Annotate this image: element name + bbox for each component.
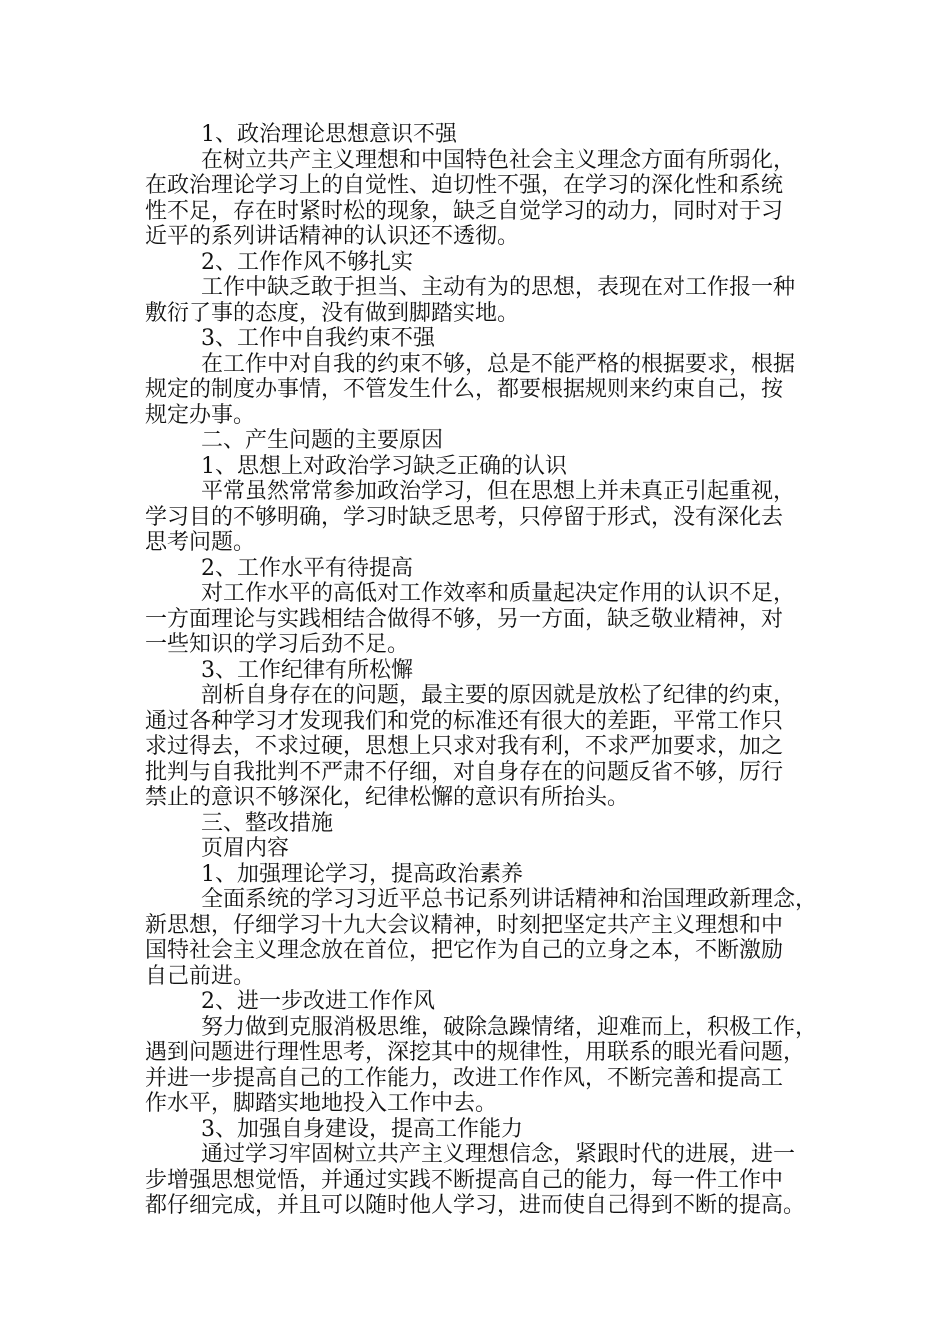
section-heading: 3、工作纪律有所松懈 [201, 657, 413, 683]
header-placeholder: 页眉内容 [201, 836, 290, 861]
paragraph-line: 步增强思想觉悟，并通过实践不断提高自己的能力，每一件工作中 [145, 1167, 784, 1193]
paragraph-line: 剖析自身存在的问题，最主要的原因就是放松了纪律的约束， [201, 683, 796, 708]
paragraph-line: 努力做到克服消极思维，破除急躁情绪，迎难而上，积极工作， [201, 1014, 818, 1040]
section-heading: 1、政治理论思想意识不强 [201, 122, 457, 147]
document-body [145, 122, 818, 1219]
paragraph-line: 禁止的意识不够深化，纪律松懈的意识有所抬头。 [145, 785, 630, 810]
paragraph-line: 性不足，存在时紧时松的现象，缺乏自觉学习的动力，同时对于习 [145, 198, 784, 224]
paragraph-line: 对工作水平的高低对工作效率和质量起决定作用的认识不足， [201, 581, 796, 606]
section-heading: 2、工作作风不够扎实 [201, 249, 413, 275]
paragraph-line: 规定办事。 [145, 402, 256, 428]
paragraph-line: 一方面理论与实践相结合做得不够，另一方面，缺乏敬业精神，对 [145, 606, 784, 632]
paragraph-line: 学习目的不够明确，学习时缺乏思考，只停留于形式，没有深化去 [145, 504, 784, 530]
paragraph-line: 规定的制度办事情，不管发生什么，都要根据规则来约束自己，按 [145, 377, 784, 402]
paragraph-line: 批判与自我批判不严肃不仔细，对自身存在的问题反省不够，厉行 [145, 759, 784, 785]
paragraph-line: 作水平，脚踏实地地投入工作中去。 [145, 1091, 498, 1116]
paragraph-line: 平常虽然常常参加政治学习，但在思想上并未真正引起重视， [201, 479, 796, 504]
section-heading: 2、工作水平有待提高 [201, 555, 413, 581]
paragraph-line: 敷衍了事的态度，没有做到脚踏实地。 [145, 300, 520, 326]
paragraph-line: 一些知识的学习后劲不足。 [145, 632, 410, 657]
chapter-heading: 二、产生问题的主要原因 [201, 428, 444, 453]
paragraph-line: 遇到问题进行理性思考，深挖其中的规律性，用联系的眼光看问题， [145, 1040, 806, 1065]
paragraph-line: 思考问题。 [145, 530, 256, 555]
section-heading: 2、进一步改进工作作风 [201, 989, 435, 1014]
paragraph-line: 自己前进。 [145, 963, 256, 989]
paragraph-line: 新思想，仔细学习十九大会议精神，时刻把坚定共产主义理想和中 [145, 912, 784, 938]
section-heading: 1、加强理论学习，提高政治素养 [201, 861, 523, 887]
paragraph-line: 在工作中对自我的约束不够，总是不能严格的根据要求，根据 [201, 351, 796, 377]
paragraph-line: 求过得去，不求过硬，思想上只求对我有利，不求严加要求，加之 [145, 734, 784, 759]
paragraph-line: 国特社会主义理念放在首位，把它作为自己的立身之本，不断激励 [145, 938, 784, 963]
paragraph-line: 在政治理论学习上的自觉性、迫切性不强，在学习的深化性和系统 [145, 173, 784, 198]
section-heading: 3、加强自身建设，提高工作能力 [201, 1116, 523, 1142]
section-heading: 3、工作中自我约束不强 [201, 326, 435, 351]
paragraph-line: 通过学习牢固树立共产主义理想信念，紧跟时代的进展，进一 [201, 1142, 796, 1167]
chapter-heading: 三、整改措施 [201, 810, 334, 836]
paragraph-line: 都仔细完成，并且可以随时他人学习，进而使自己得到不断的提高。 [145, 1193, 806, 1218]
paragraph-line: 并进一步提高自己的工作能力，改进工作作风，不断完善和提高工 [145, 1065, 784, 1091]
paragraph-line: 全面系统的学习习近平总书记系列讲话精神和治国理政新理念， [201, 887, 818, 912]
paragraph-line: 通过各种学习才发现我们和党的标准还有很大的差距，平常工作只 [145, 708, 784, 734]
paragraph-line: 近平的系列讲话精神的认识还不透彻。 [145, 224, 520, 249]
paragraph-line: 在树立共产主义理想和中国特色社会主义理念方面有所弱化， [201, 147, 796, 173]
paragraph-line: 工作中缺乏敢于担当、主动有为的思想，表现在对工作报一种 [201, 275, 796, 300]
section-heading: 1、思想上对政治学习缺乏正确的认识 [201, 453, 567, 479]
